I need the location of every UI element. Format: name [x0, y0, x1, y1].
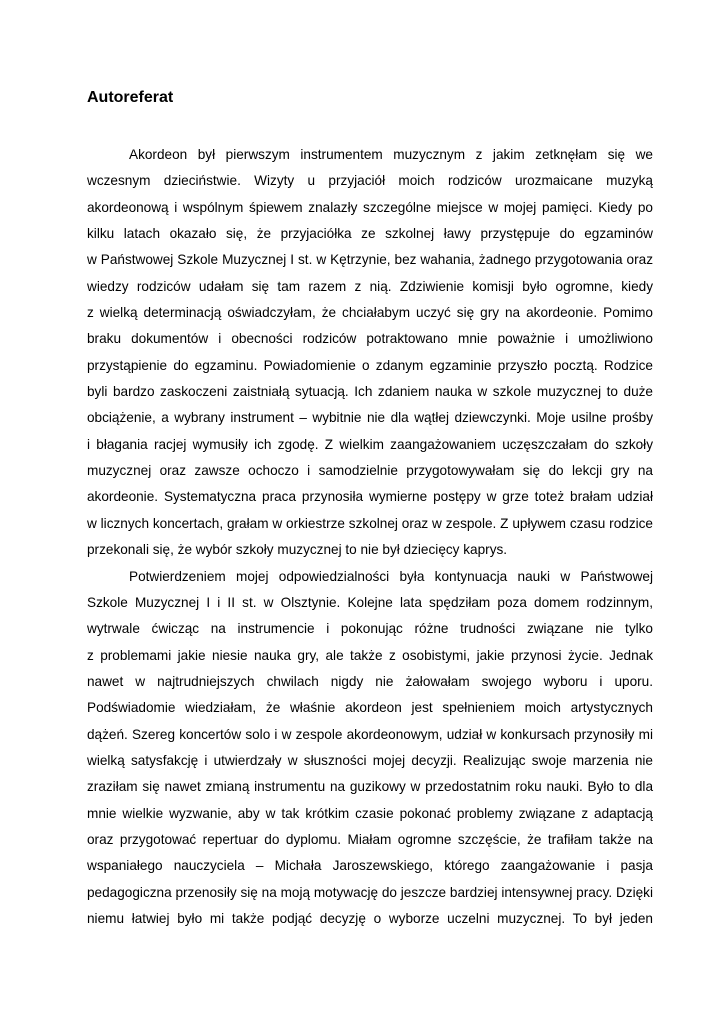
text-line: przystąpienie do egzaminu. Powiadomienie o zdanym egzaminie przyszło pocztą. Rodzice	[87, 357, 653, 373]
document-body	[87, 142, 653, 932]
text-line: dążeń. Szereg koncertów solo i w zespole akordeonowym, udział w konkursach przynosiły mi	[87, 726, 653, 742]
document-title: Autoreferat	[87, 89, 174, 106]
text-line: oraz przygotować repertuar do dyplomu. Miałam ogromne szczęście, że trafiłam także na	[87, 831, 653, 847]
text-line: mnie wielkie wyzwanie, aby w tak krótkim czasie pokonać problemy związane z adaptacją	[87, 805, 653, 821]
text-line: w Państwowej Szkole Muzycznej I st. w Kętrzynie, bez wahania, żadnego przygotowania oraz	[87, 252, 653, 268]
text-line: akordeonową i wspólnym śpiewem znalazły szczególne miejsce w mojej pamięci. Kiedy po	[87, 199, 653, 215]
text-line: Potwierdzeniem mojej odpowiedzialności była kontynuacja nauki w Państwowej	[129, 568, 653, 584]
text-line: w licznych koncertach, grałam w orkiestrze szkolnej oraz w zespole. Z upływem czasu rodzice	[87, 515, 653, 531]
text-line: z problemami jakie niesie nauka gry, ale także z osobistymi, jakie przynosi życie. Jednak	[87, 647, 653, 663]
text-line: Podświadomie wiedziałam, że właśnie akordeon jest spełnieniem moich artystycznych	[87, 700, 653, 716]
text-line: wytrwale ćwicząc na instrumencie i pokonując różne trudności związane nie tylko	[87, 621, 653, 637]
text-line: nawet w najtrudniejszych chwilach nigdy nie żałowałam swojego wyboru i uporu.	[87, 673, 653, 689]
text-line: Szkole Muzycznej I i II st. w Olsztynie. Kolejne lata spędziłam poza domem rodzinnym,	[87, 594, 653, 610]
text-line: i błagania racjej wymusiły ich zgodę. Z wielkim zaangażowaniem uczęszczałam do szkoły	[87, 436, 653, 452]
text-line: zraziłam się nawet zmianą instrumentu na guzikowy w przedostatnim roku nauki. Było to dla	[87, 779, 653, 795]
text-line: byli bardzo zaskoczeni zaistniałą sytuacją. Ich zdaniem nauka w szkole muzycznej to duże	[87, 384, 653, 400]
text-line: wiedzy rodziców udałam się tam razem z nią. Zdziwienie komisji było ogromne, kiedy	[87, 278, 653, 294]
text-line: obciążenie, a wybrany instrument – wybitnie nie dla wątłej dziewczynki. Moje usilne prośby	[87, 410, 653, 426]
text-line: wspaniałego nauczyciela – Michała Jaroszewskiego, którego zaangażowanie i pasja	[87, 858, 653, 874]
text-line: niemu łatwiej było mi także podjąć decyzję o wyborze uczelni muzycznej. To był jeden	[87, 910, 653, 926]
text-line: wczesnym dzieciństwie. Wizyty u przyjaciół moich rodziców urozmaicane muzyką	[87, 173, 653, 189]
text-line: akordeonie. Systematyczna praca przynosiła wymierne postępy w grze toteż brałam udział	[87, 489, 653, 505]
text-line: wielką satysfakcję i utwierdzały w słuszności mojej decyzji. Realizując swoje marzenia nie	[87, 752, 653, 768]
text-line: pedagogiczna przenosiły się na moją motywację do jeszcze bardziej intensywnej pracy. Dzięki	[87, 884, 653, 900]
text-line: z wielką determinacją oświadczyłam, że chciałabym uczyć się gry na akordeonie. Pomimo	[87, 305, 653, 321]
text-line: Akordeon był pierwszym instrumentem muzycznym z jakim zetknęłam się we	[129, 147, 653, 162]
text-line: kilku latach okazało się, że przyjaciółka ze szkolnej ławy przystępuje do egzaminów	[87, 226, 653, 242]
text-line: braku dokumentów i obecności rodziców potraktowano mnie poważnie i umożliwiono	[87, 331, 653, 347]
text-line: przekonali się, że wybór szkoły muzycznej to nie był dziecięcy kaprys.	[87, 542, 508, 558]
text-line: muzycznej oraz zawsze ochoczo i samodzielnie przygotowywałam się do lekcji gry na	[87, 463, 653, 479]
